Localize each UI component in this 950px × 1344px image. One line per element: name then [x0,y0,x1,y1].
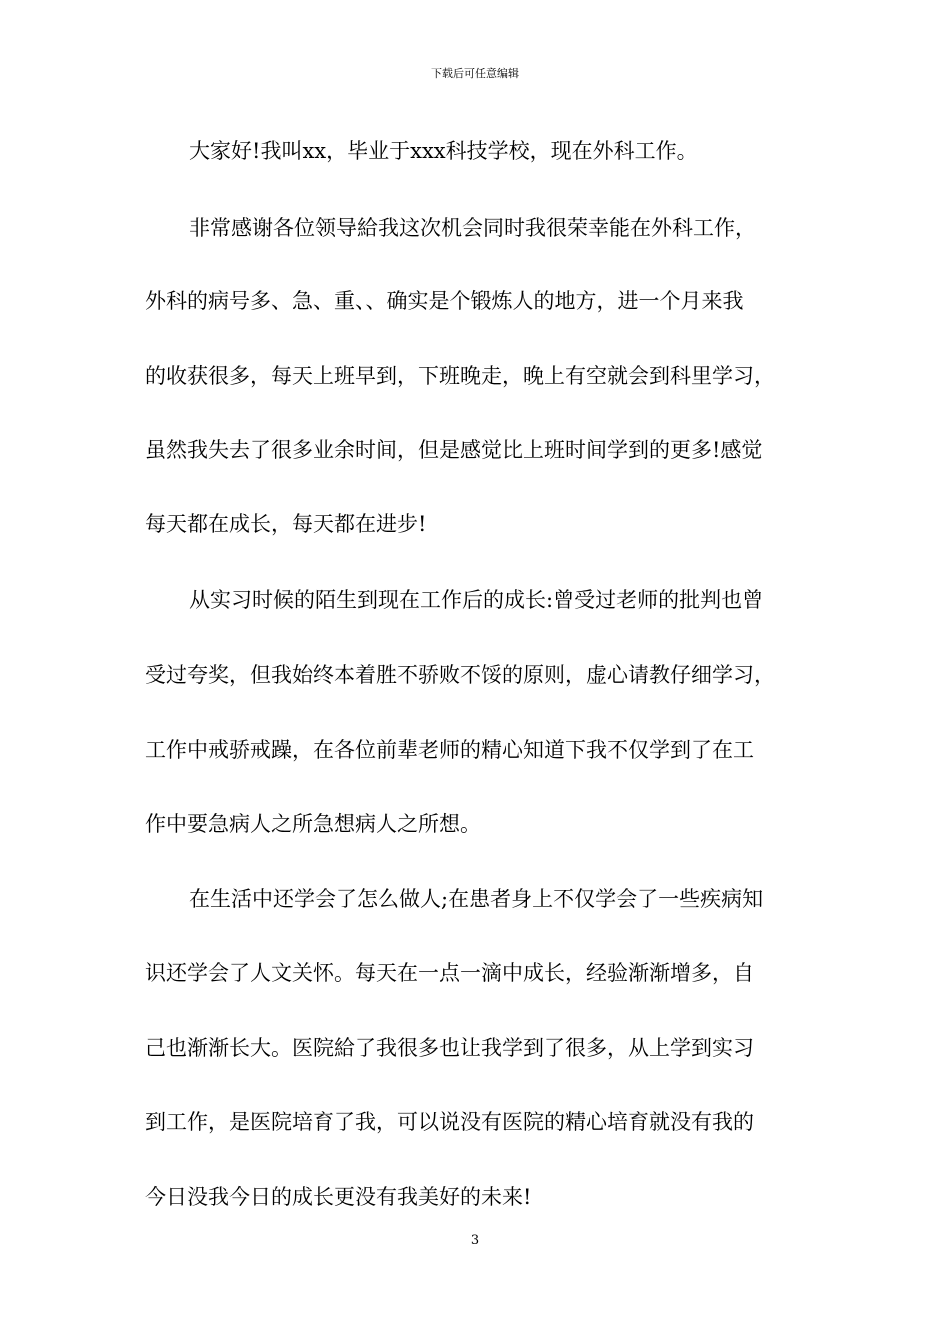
body-line: 的收获很多，每天上班早到，下班晚走，晚上有空就会到科里学习， [145,364,775,388]
body-line: 大家好!我叫xx，毕业于xxx科技学校，现在外科工作。 [189,139,698,163]
body-line: 今日没我今日的成长更没有我美好的未来! [145,1185,532,1209]
body-line: 非常感谢各位领导給我这次机会同时我很荣幸能在外科工作， [189,216,756,240]
page-header: 下载后可任意编辑 [431,67,519,80]
body-line: 虽然我失去了很多业余时间，但是感觉比上班时间学到的更多!感觉 [145,438,763,462]
page-number: 3 [470,1233,480,1248]
body-line: 己也渐渐长大。医院給了我很多也让我学到了很多，从上学到实习 [145,1036,754,1060]
body-line: 受过夸奖，但我始终本着胜不骄败不馁的原则，虚心请教仔细学习， [145,663,775,687]
body-line: 外科的病号多、急、重、、确实是个锻炼人的地方，进一个月来我 [145,289,744,313]
body-line: 从实习时候的陌生到现在工作后的成长:曾受过老师的批判也曾 [189,588,764,612]
body-line: 到工作，是医院培育了我，可以说没有医院的精心培育就没有我的 [145,1110,754,1134]
body-line: 在生活中还学会了怎么做人;在患者身上不仅学会了一些疾病知 [189,887,764,911]
body-line: 每天都在成长，每天都在进步! [145,512,427,536]
body-line: 作中要急病人之所急想病人之所想。 [145,812,481,836]
body-line: 工作中戒骄戒躁，在各位前辈老师的精心知道下我不仅学到了在工 [145,738,754,762]
body-line: 识还学会了人文关怀。每天在一点一滴中成长，经验渐渐增多，自 [145,961,754,985]
